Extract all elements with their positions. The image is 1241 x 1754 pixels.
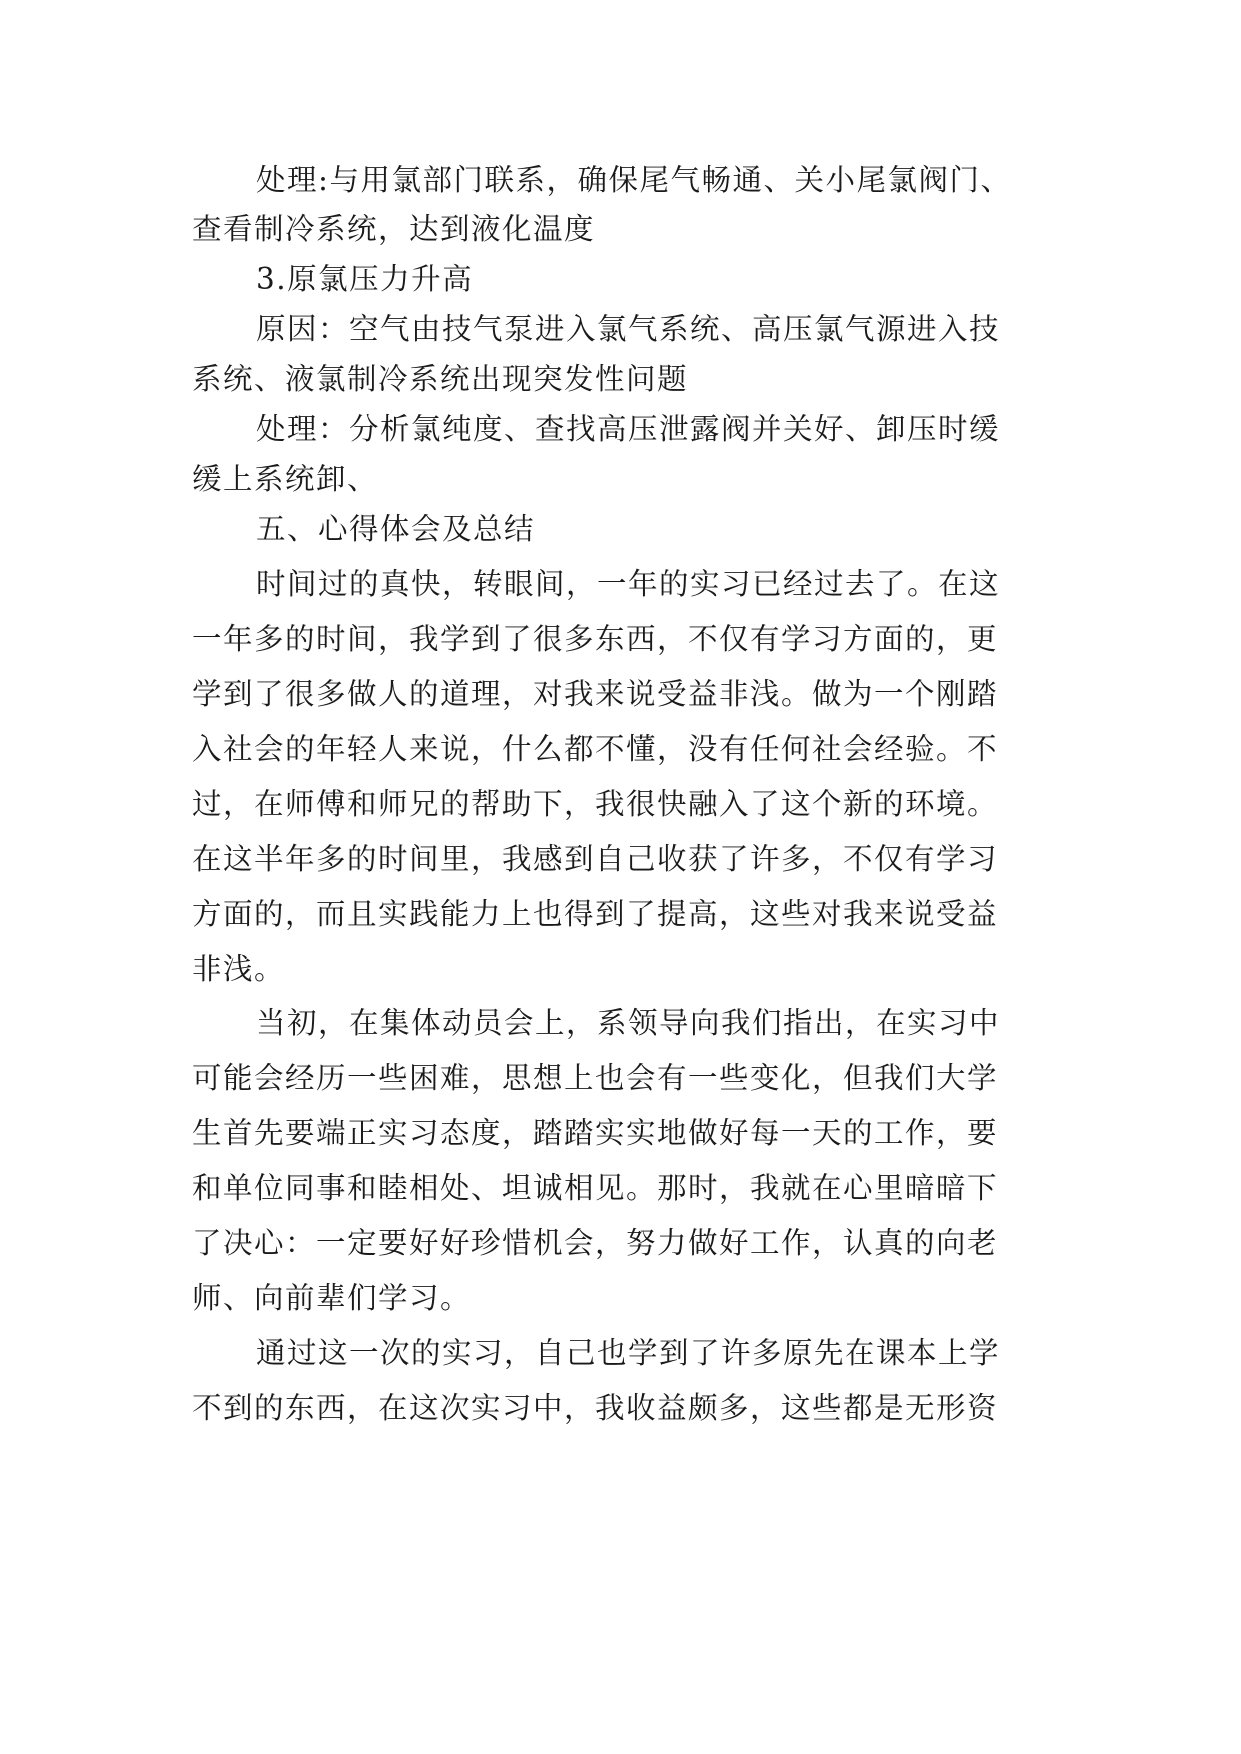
text-line: 通过这一次的实习，自己也学到了许多原先在课本上学 xyxy=(256,1336,1001,1370)
text-line: 可能会经历一些困难，思想上也会有一些变化，但我们大学 xyxy=(192,1061,999,1095)
text-line: 当初，在集体动员会上，系领导向我们指出，在实习中 xyxy=(256,1006,1001,1040)
text-line: 非浅。 xyxy=(192,952,286,986)
text-line: 学到了很多做人的道理，对我来说受益非浅。做为一个刚踏 xyxy=(192,677,999,711)
text-line: 缓上系统卸、 xyxy=(192,462,379,496)
text-line: 查看制冷系统，达到液化温度 xyxy=(192,212,596,246)
text-line: 和单位同事和睦相处、坦诚相见。那时，我就在心里暗暗下 xyxy=(192,1171,999,1205)
section-heading: 五、心得体会及总结 xyxy=(256,512,536,546)
text-line: 不到的东西，在这次实习中，我收益颇多，这些都是无形资 xyxy=(192,1391,999,1425)
text-line: 过，在师傅和师兄的帮助下，我很快融入了这个新的环境。 xyxy=(192,787,999,821)
text-line: 在这半年多的时间里，我感到自己收获了许多，不仅有学习 xyxy=(192,842,999,876)
text-line: 生首先要端正实习态度，踏踏实实地做好每一天的工作，要 xyxy=(192,1116,999,1150)
text-line: 师、向前辈们学习。 xyxy=(192,1281,472,1315)
text-line: 时间过的真快，转眼间，一年的实习已经过去了。在这 xyxy=(256,567,1001,601)
text-line: 了决心：一定要好好珍惜机会，努力做好工作，认真的向老 xyxy=(192,1226,999,1260)
section-heading: 3.原氯压力升高 xyxy=(256,262,474,296)
text-line: 系统、液氯制冷系统出现突发性问题 xyxy=(192,362,689,396)
text-line: 处理：分析氯纯度、查找高压泄露阀并关好、卸压时缓 xyxy=(256,412,1001,446)
text-line: 原因：空气由技气泵进入氯气系统、高压氯气源进入技 xyxy=(256,312,1001,346)
text-line: 方面的，而且实践能力上也得到了提高，这些对我来说受益 xyxy=(192,897,999,931)
text-line: 入社会的年轻人来说，什么都不懂，没有任何社会经验。不 xyxy=(192,732,999,766)
text-line: 处理:与用氯部门联系，确保尾气畅通、关小尾氯阀门、 xyxy=(256,163,1012,197)
text-line: 一年多的时间，我学到了很多东西，不仅有学习方面的，更 xyxy=(192,622,999,656)
